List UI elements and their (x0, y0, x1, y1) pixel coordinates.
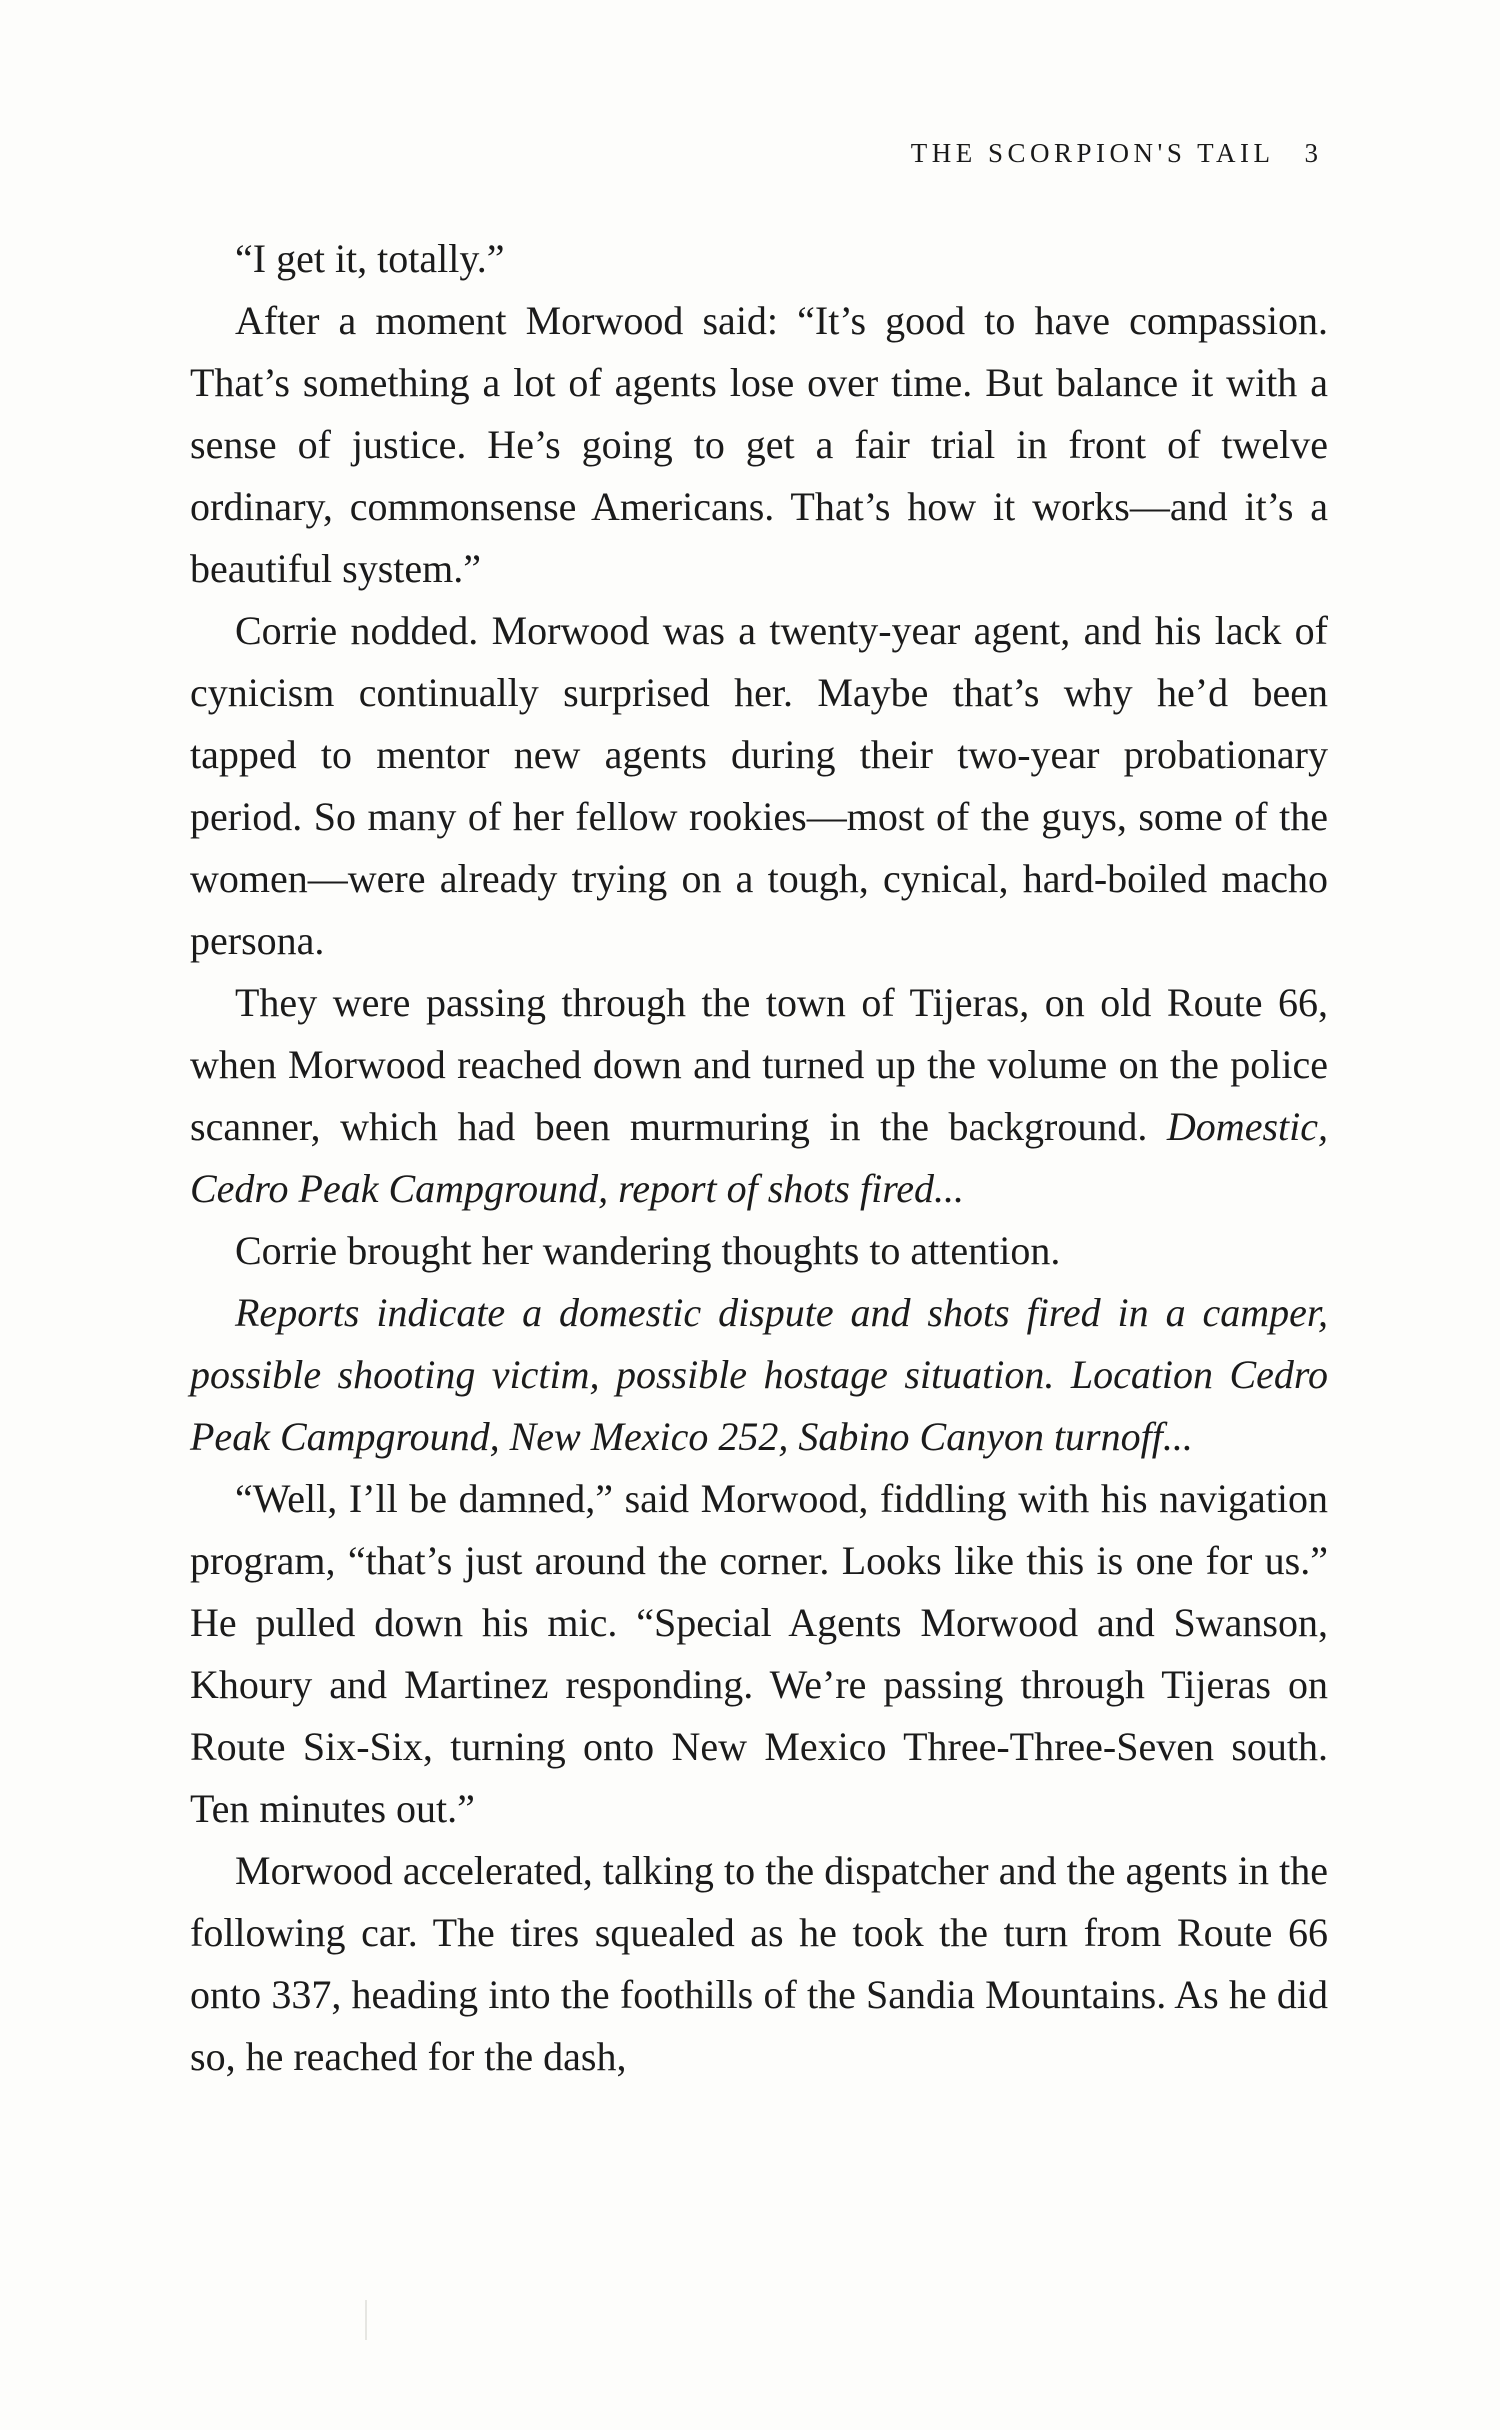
running-title: THE SCORPION'S TAIL (910, 138, 1275, 168)
paragraph-roman-text: They were passing through the town of Tijeras, on old Route 66, when Morwood reached down and turned up the volume on the police scanner, which had been murmuring in the background. (190, 980, 1328, 1149)
page-number: 3 (1304, 138, 1318, 168)
scanner-italic-text: Domestic, Cedro Peak Campground, report of shots fired... (190, 1104, 1328, 1211)
paragraph: “Well, I’ll be damned,” said Morwood, fiddling with his navigation program, “that’s just around the corner. Looks like this is one for us.” He pulled down his mic. “Special Agents Morwood and Swanson, Khoury and Martinez responding. We’re passing through Tijeras on Route Six-Six, turning onto New Mexico Three-Three-Seven south. Ten minutes out.” (190, 1476, 1328, 1831)
scan-artifact (365, 2300, 367, 2340)
paragraph: Corrie brought her wandering thoughts to attention. (235, 1228, 1061, 1273)
paragraph: Morwood accelerated, talking to the dispatcher and the agents in the following car. The tires squealed as he took the turn from Route 66 onto 337, heading into the foothills of the Sandia Mountains. As he did so, he reached for the dash, (190, 1848, 1328, 2079)
body-text (190, 228, 1328, 2088)
paragraph: “I get it, totally.” (235, 236, 505, 281)
scanner-report-paragraph: Reports indicate a domestic dispute and shots fired in a camper, possible shooting victim, possible hostage situation. Location Cedro Peak Campground, New Mexico 252, Sabino Canyon turnoff... (190, 1290, 1328, 1459)
running-head (0, 138, 1318, 169)
paragraph: Corrie nodded. Morwood was a twenty-year agent, and his lack of cynicism continually surprised her. Maybe that’s why he’d been tapped to mentor new agents during their two-year probationary period. So many of her fellow rookies—most of the guys, some of the women—were already trying on a tough, cynical, hard-boiled macho persona. (190, 608, 1328, 963)
paragraph: After a moment Morwood said: “It’s good to have compassion. That’s something a lot of agents lose over time. But balance it with a sense of justice. He’s going to get a fair trial in front of twelve ordinary, commonsense Americans. That’s how it works—and it’s a beautiful system.” (190, 298, 1328, 591)
paragraph (190, 972, 1328, 1220)
